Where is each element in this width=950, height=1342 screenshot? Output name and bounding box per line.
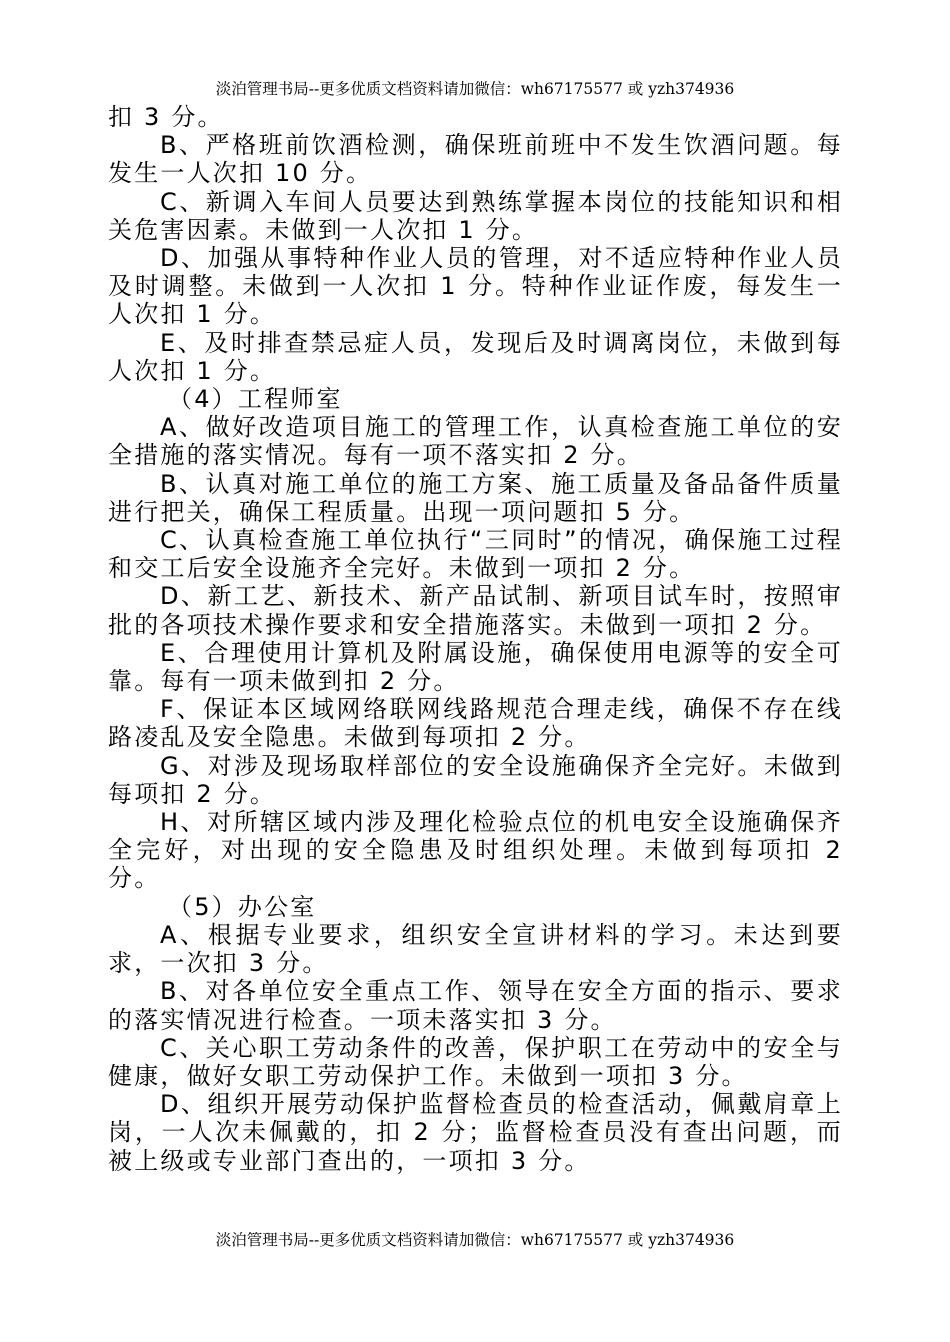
footer-banner: 淡泊管理书局--更多优质文档资料请加微信：wh67175577 或 yzh374936 xyxy=(215,1231,735,1249)
paragraph: C、认真检查施工单位执行“三同时”的情况，确保施工过程和交工后安全设施齐全完好。未做到一项扣 2 分。 xyxy=(108,526,843,583)
section-heading: （5）办公室 xyxy=(168,892,317,921)
paragraph: D、组织开展劳动保护监督检查员的检查活动，佩戴肩章上岗，一人次未佩戴的，扣 2 分；监督检查员没有查出问题，而被上级或专业部门查出的，一项扣 3 分。 xyxy=(108,1090,843,1175)
header-banner: 淡泊管理书局--更多优质文档资料请加微信：wh67175577 或 yzh374936 xyxy=(215,80,735,98)
paragraph: D、新工艺、新技术、新产品试制、新项目试车时，按照审批的各项技术操作要求和安全措施落实。未做到一项扣 2 分。 xyxy=(108,582,843,639)
paragraph: D、加强从事特种作业人员的管理，对不适应特种作业人员及时调整。未做到一人次扣 1 分。特种作业证作废，每发生一人次扣 1 分。 xyxy=(108,244,843,329)
paragraph: B、对各单位安全重点工作、领导在安全方面的指示、要求的落实情况进行检查。一项未落实扣 3 分。 xyxy=(108,977,843,1034)
section-heading: （4）工程师室 xyxy=(168,385,343,414)
paragraph: C、关心职工劳动条件的改善，保护职工在劳动中的安全与健康，做好女职工劳动保护工作。未做到一项扣 3 分。 xyxy=(108,1033,843,1090)
paragraph: G、对涉及现场取样部位的安全设施确保齐全完好。未做到每项扣 2 分。 xyxy=(108,751,843,808)
paragraph: B、严格班前饮酒检测，确保班前班中不发生饮酒问题。每发生一人次扣 10 分。 xyxy=(108,131,843,188)
paragraph: F、保证本区域网络联网线路规范合理走线，确保不存在线路凌乱及安全隐患。未做到每项扣 2 分。 xyxy=(108,695,843,752)
document-body xyxy=(108,103,843,1175)
paragraph: A、做好改造项目施工的管理工作，认真检查施工单位的安全措施的落实情况。每有一项不落实扣 2 分。 xyxy=(108,413,843,470)
paragraph: B、认真对施工单位的施工方案、施工质量及备品备件质量进行把关，确保工程质量。出现一项问题扣 5 分。 xyxy=(108,469,843,526)
paragraph: A、根据专业要求，组织安全宣讲材料的学习。未达到要求，一次扣 3 分。 xyxy=(108,920,843,978)
paragraph: E、及时排查禁忌症人员，发现后及时调离岗位，未做到每人次扣 1 分。 xyxy=(108,328,843,385)
paragraph: 扣 3 分。 xyxy=(108,103,224,131)
paragraph: H、对所辖区域内涉及理化检验点位的机电安全设施确保齐全完好，对出现的安全隐患及时组织处理。未做到每项扣 2 分。 xyxy=(108,808,843,893)
paragraph: E、合理使用计算机及附属设施，确保使用电源等的安全可靠。每有一项未做到扣 2 分。 xyxy=(108,638,843,696)
paragraph: C、新调入车间人员要达到熟练掌握本岗位的技能知识和相关危害因素。未做到一人次扣 1 分。 xyxy=(108,187,843,244)
